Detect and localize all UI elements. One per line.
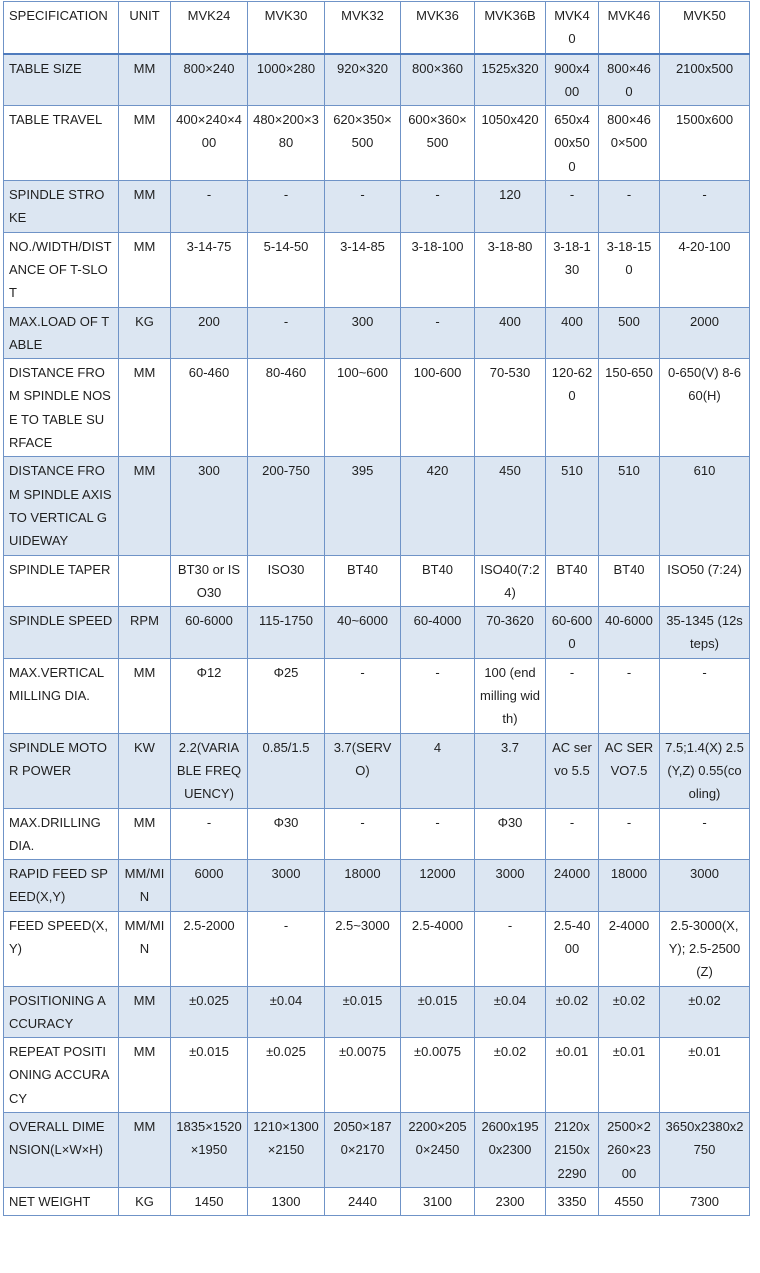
spec-name-cell: MAX.DRILLING DIA. [4,808,119,860]
value-cell: 3-14-85 [325,232,401,307]
value-cell: - [401,181,475,233]
value-cell: 3.7 [475,733,546,808]
value-cell: 100~600 [325,359,401,457]
value-cell: ±0.04 [475,986,546,1038]
spec-name-cell: TABLE TRAVEL [4,106,119,181]
value-cell: - [401,808,475,860]
value-cell: ±0.02 [599,986,660,1038]
unit-cell: MM [119,986,171,1038]
value-cell: 100 (end milling width) [475,658,546,733]
unit-cell: MM [119,359,171,457]
spec-name-cell: SPINDLE SPEED [4,607,119,659]
spec-name-cell: DISTANCE FROM SPINDLE NOSE TO TABLE SURFACE [4,359,119,457]
table-row [4,181,750,233]
value-cell: Φ30 [475,808,546,860]
value-cell: 3-18-130 [546,232,599,307]
spec-name-cell: SPINDLE TAPER [4,555,119,607]
value-cell: 0.85/1.5 [248,733,325,808]
table-row [4,1113,750,1188]
table-row [4,1187,750,1215]
value-cell: 18000 [325,860,401,912]
value-cell: 620×350×500 [325,106,401,181]
value-cell: - [248,911,325,986]
table-row [4,808,750,860]
spec-name-cell: POSITIONING ACCURACY [4,986,119,1038]
unit-cell: RPM [119,607,171,659]
value-cell: 2300 [475,1187,546,1215]
value-cell: - [546,658,599,733]
value-cell: Φ12 [171,658,248,733]
value-cell: 2.5-4000 [401,911,475,986]
value-cell: - [599,808,660,860]
unit-cell: MM/MIN [119,911,171,986]
value-cell: 3350 [546,1187,599,1215]
value-cell: 3650x2380x2750 [660,1113,750,1188]
spec-name-cell: MAX.LOAD OF TABLE [4,307,119,359]
value-cell: 2000 [660,307,750,359]
value-cell: 4550 [599,1187,660,1215]
value-cell: BT40 [599,555,660,607]
table-row [4,359,750,457]
value-cell: 600×360×500 [401,106,475,181]
value-cell: 200 [171,307,248,359]
value-cell: 800×460×500 [599,106,660,181]
value-cell: - [660,808,750,860]
unit-cell: MM [119,808,171,860]
value-cell: 7300 [660,1187,750,1215]
value-cell: 2500×2260×2300 [599,1113,660,1188]
value-cell: 6000 [171,860,248,912]
value-cell: 2600x1950x2300 [475,1113,546,1188]
value-cell: BT30 or ISO30 [171,555,248,607]
value-cell: 1300 [248,1187,325,1215]
value-cell: 2.5-2000 [171,911,248,986]
table-row [4,658,750,733]
value-cell: ISO50 (7:24) [660,555,750,607]
value-cell: BT40 [325,555,401,607]
spec-name-cell: MAX.VERTICAL MILLING DIA. [4,658,119,733]
value-cell: 40-6000 [599,607,660,659]
unit-cell: KG [119,307,171,359]
value-cell: 480×200×380 [248,106,325,181]
header-cell: MVK32 [325,2,401,54]
header-cell: MVK50 [660,2,750,54]
value-cell: 1525x320 [475,54,546,106]
value-cell: - [546,808,599,860]
value-cell: 7.5;1.4(X) 2.5(Y,Z) 0.55(cooling) [660,733,750,808]
value-cell: ±0.02 [546,986,599,1038]
value-cell: 800×460 [599,54,660,106]
value-cell: ±0.02 [475,1038,546,1113]
value-cell: 3000 [660,860,750,912]
value-cell: 70-530 [475,359,546,457]
value-cell: 2050×1870×2170 [325,1113,401,1188]
value-cell: 1210×1300×2150 [248,1113,325,1188]
value-cell: ±0.0075 [325,1038,401,1113]
value-cell: BT40 [401,555,475,607]
unit-cell: KG [119,1187,171,1215]
value-cell: 2100x500 [660,54,750,106]
value-cell: - [325,658,401,733]
value-cell: 3-18-100 [401,232,475,307]
value-cell: ±0.01 [660,1038,750,1113]
value-cell: - [546,181,599,233]
value-cell: 2120x2150x2290 [546,1113,599,1188]
table-row [4,232,750,307]
table-row [4,54,750,106]
value-cell: 3000 [475,860,546,912]
header-cell: MVK36 [401,2,475,54]
value-cell: 150-650 [599,359,660,457]
value-cell: 1835×1520×1950 [171,1113,248,1188]
value-cell: 400 [546,307,599,359]
value-cell: ±0.015 [401,986,475,1038]
value-cell: 3-14-75 [171,232,248,307]
unit-cell: KW [119,733,171,808]
value-cell: - [401,658,475,733]
value-cell: 18000 [599,860,660,912]
table-row [4,860,750,912]
value-cell: 200-750 [248,457,325,555]
table-row [4,607,750,659]
value-cell: 60-6000 [171,607,248,659]
value-cell: 3000 [248,860,325,912]
value-cell: 4-20-100 [660,232,750,307]
value-cell: 300 [171,457,248,555]
value-cell: 510 [599,457,660,555]
table-row [4,106,750,181]
table-row [4,911,750,986]
value-cell: - [660,658,750,733]
value-cell: 3.7(SERVO) [325,733,401,808]
value-cell: 2.5~3000 [325,911,401,986]
value-cell: ±0.025 [248,1038,325,1113]
value-cell: - [248,181,325,233]
spec-name-cell: RAPID FEED SPEED(X,Y) [4,860,119,912]
unit-cell: MM [119,54,171,106]
unit-cell: MM [119,181,171,233]
unit-cell: MM [119,1038,171,1113]
value-cell: 12000 [401,860,475,912]
unit-cell: MM [119,232,171,307]
value-cell: 70-3620 [475,607,546,659]
table-row [4,733,750,808]
spec-table [3,1,750,1216]
value-cell: 650x400x500 [546,106,599,181]
value-cell: 1450 [171,1187,248,1215]
value-cell: - [401,307,475,359]
value-cell: 2.5-3000(X,Y); 2.5-2500(Z) [660,911,750,986]
value-cell: ±0.02 [660,986,750,1038]
value-cell: 2.2(VARIABLE FREQUENCY) [171,733,248,808]
value-cell: 500 [599,307,660,359]
value-cell: 24000 [546,860,599,912]
value-cell: ±0.01 [599,1038,660,1113]
value-cell: 60-6000 [546,607,599,659]
table-row [4,307,750,359]
value-cell: 80-460 [248,359,325,457]
value-cell: 60-460 [171,359,248,457]
spec-name-cell: SPINDLE MOTOR POWER [4,733,119,808]
unit-cell: MM/MIN [119,860,171,912]
value-cell: AC SERVO7.5 [599,733,660,808]
value-cell: 35-1345 (12steps) [660,607,750,659]
spec-name-cell: NET WEIGHT [4,1187,119,1215]
spec-name-cell: FEED SPEED(X,Y) [4,911,119,986]
value-cell: 400 [475,307,546,359]
header-cell: SPECIFICATION [4,2,119,54]
value-cell: - [325,808,401,860]
value-cell: 300 [325,307,401,359]
header-cell: MVK30 [248,2,325,54]
table-row [4,555,750,607]
value-cell: - [325,181,401,233]
value-cell: 1500x600 [660,106,750,181]
value-cell: - [599,658,660,733]
spec-name-cell: SPINDLE STROKE [4,181,119,233]
spec-name-cell: REPEAT POSITIONING ACCURACY [4,1038,119,1113]
header-row [4,2,750,54]
value-cell: 4 [401,733,475,808]
value-cell: 40~6000 [325,607,401,659]
value-cell: 800×360 [401,54,475,106]
value-cell: - [475,911,546,986]
value-cell: BT40 [546,555,599,607]
value-cell: 1000×280 [248,54,325,106]
unit-cell: MM [119,106,171,181]
value-cell: 610 [660,457,750,555]
table-body [4,54,750,1216]
value-cell: 3-18-80 [475,232,546,307]
value-cell: 2-4000 [599,911,660,986]
value-cell: ±0.025 [171,986,248,1038]
value-cell: - [248,307,325,359]
value-cell: 395 [325,457,401,555]
value-cell: Φ30 [248,808,325,860]
value-cell: 800×240 [171,54,248,106]
value-cell: 60-4000 [401,607,475,659]
unit-cell: MM [119,658,171,733]
value-cell: 2200×2050×2450 [401,1113,475,1188]
value-cell: - [171,181,248,233]
spec-name-cell: NO./WIDTH/DISTANCE OF T-SLOT [4,232,119,307]
value-cell: 510 [546,457,599,555]
value-cell: - [171,808,248,860]
value-cell: 3-18-150 [599,232,660,307]
value-cell: 0-650(V) 8-660(H) [660,359,750,457]
value-cell: 450 [475,457,546,555]
unit-cell [119,555,171,607]
value-cell: 5-14-50 [248,232,325,307]
header-cell: MVK24 [171,2,248,54]
value-cell: ±0.04 [248,986,325,1038]
header-cell: MVK36B [475,2,546,54]
value-cell: ±0.015 [171,1038,248,1113]
value-cell: 920×320 [325,54,401,106]
unit-cell: MM [119,457,171,555]
value-cell: 420 [401,457,475,555]
value-cell: ISO40(7:24) [475,555,546,607]
spec-name-cell: DISTANCE FROM SPINDLE AXIS TO VERTICAL GUIDEWAY [4,457,119,555]
table-row [4,1038,750,1113]
value-cell: - [599,181,660,233]
table-row [4,986,750,1038]
unit-cell: MM [119,1113,171,1188]
value-cell: 100-600 [401,359,475,457]
value-cell: 400×240×400 [171,106,248,181]
header-cell: UNIT [119,2,171,54]
value-cell: 115-1750 [248,607,325,659]
value-cell: 2.5-4000 [546,911,599,986]
value-cell: 1050x420 [475,106,546,181]
value-cell: 120 [475,181,546,233]
value-cell: - [660,181,750,233]
value-cell: 120-620 [546,359,599,457]
value-cell: ±0.015 [325,986,401,1038]
header-cell: MVK46 [599,2,660,54]
table-row [4,457,750,555]
value-cell: AC servo 5.5 [546,733,599,808]
value-cell: 2440 [325,1187,401,1215]
value-cell: ISO30 [248,555,325,607]
value-cell: ±0.01 [546,1038,599,1113]
value-cell: ±0.0075 [401,1038,475,1113]
value-cell: 900x400 [546,54,599,106]
value-cell: 3100 [401,1187,475,1215]
spec-name-cell: OVERALL DIMENSION(L×W×H) [4,1113,119,1188]
value-cell: Φ25 [248,658,325,733]
header-cell: MVK40 [546,2,599,54]
spec-name-cell: TABLE SIZE [4,54,119,106]
